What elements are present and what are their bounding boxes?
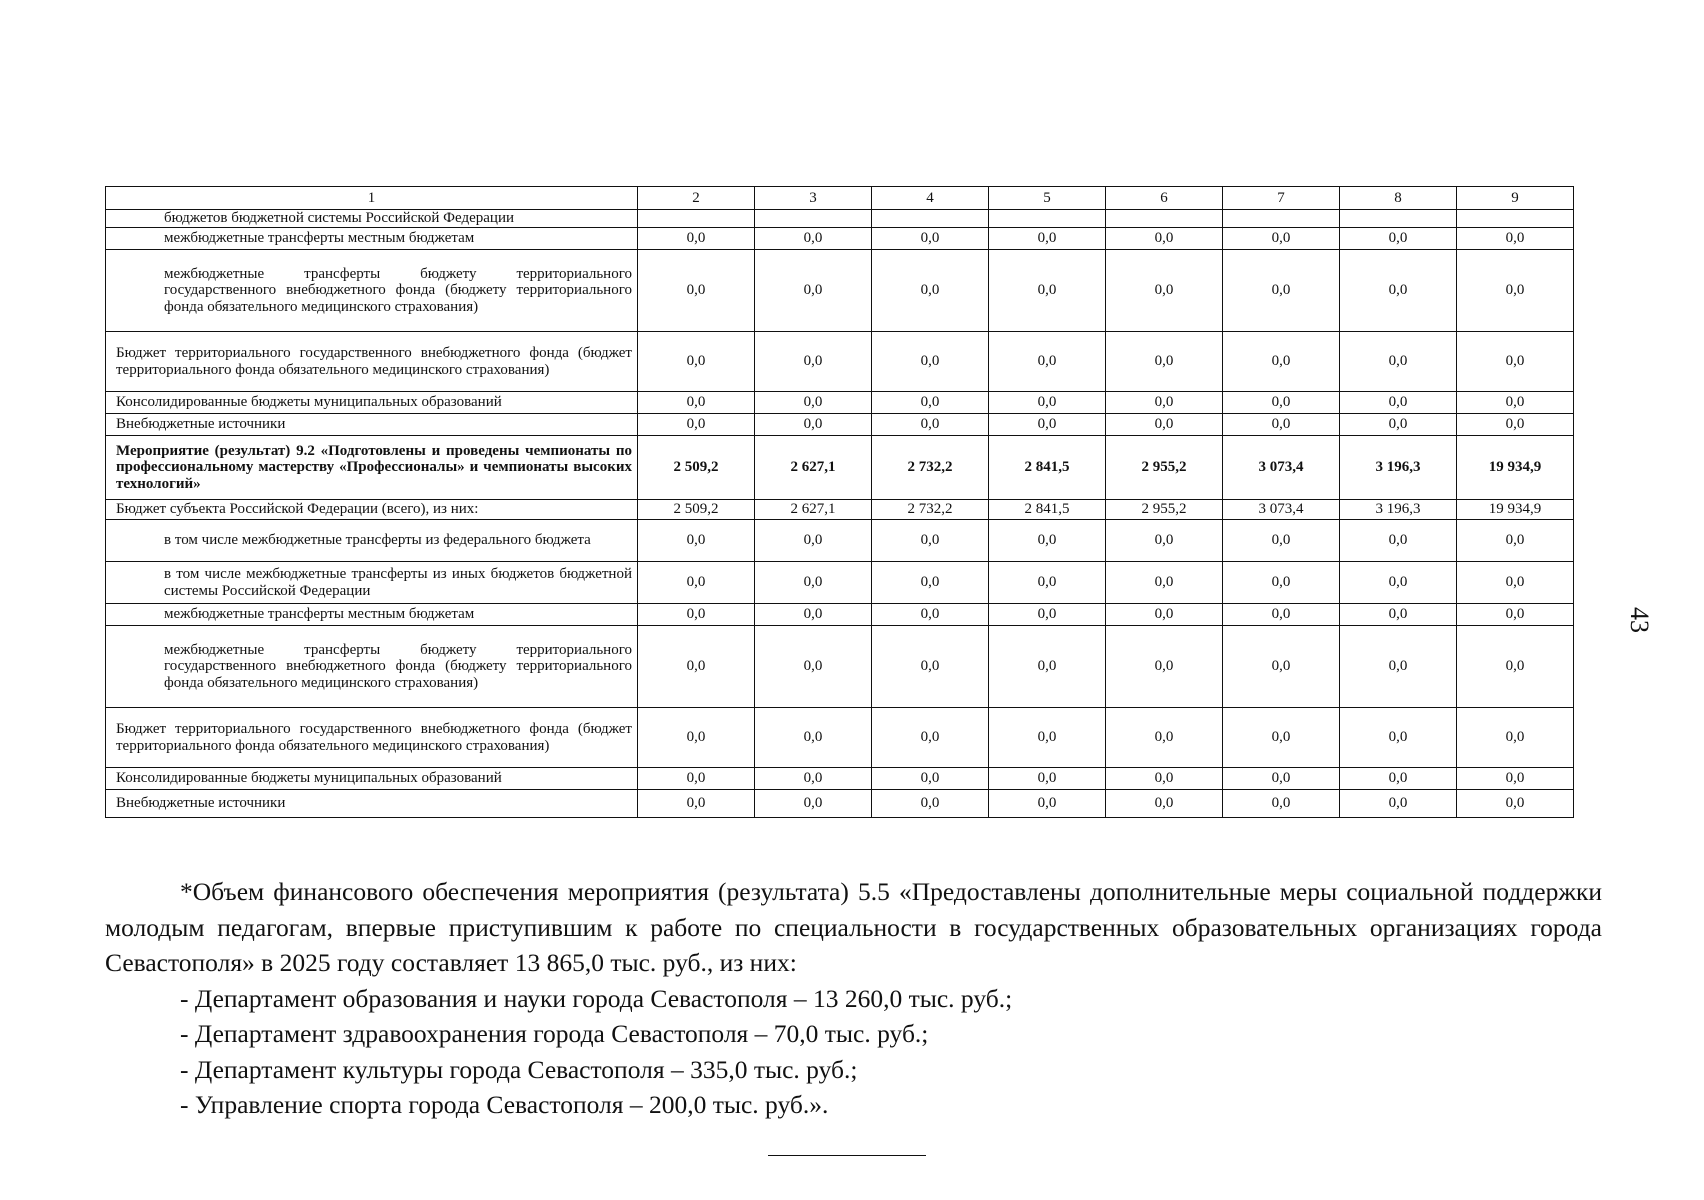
table-cell (755, 210, 872, 228)
table-cell: 0,0 (1106, 790, 1223, 818)
row-label: Консолидированные бюджеты муниципальных образований (106, 768, 638, 790)
table-cell: 0,0 (755, 562, 872, 604)
table-cell: 0,0 (989, 768, 1106, 790)
table-cell: 0,0 (1340, 604, 1457, 626)
table-cell: 3 073,4 (1223, 436, 1340, 500)
table-body (106, 210, 1574, 818)
table-cell: 0,0 (638, 332, 755, 392)
table-cell: 0,0 (1457, 332, 1574, 392)
table-cell: 2 627,1 (755, 500, 872, 520)
table-row (106, 392, 1574, 414)
row-label: межбюджетные трансферты местным бюджетам (106, 604, 638, 626)
table-cell: 2 841,5 (989, 500, 1106, 520)
table-cell: 0,0 (872, 520, 989, 562)
row-label: Бюджет субъекта Российской Федерации (всего), из них: (106, 500, 638, 520)
table-cell: 19 934,9 (1457, 436, 1574, 500)
table-cell: 0,0 (638, 228, 755, 250)
table-row (106, 708, 1574, 768)
table-row (106, 500, 1574, 520)
table-cell: 0,0 (755, 228, 872, 250)
table-cell: 0,0 (989, 626, 1106, 708)
table-cell: 0,0 (1340, 520, 1457, 562)
row-label: Мероприятие (результат) 9.2 «Подготовлены и проведены чемпионаты по профессиональному мастерству «Профессионалы» и чемпионаты высоких технологий» (106, 436, 638, 500)
footnote-item: - Департамент образования и науки города Севастополя – 13 260,0 тыс. руб.; (180, 983, 1013, 1013)
table-cell: 0,0 (638, 626, 755, 708)
table-cell: 0,0 (1457, 562, 1574, 604)
table-cell: 0,0 (755, 768, 872, 790)
table-cell: 0,0 (755, 626, 872, 708)
table-cell: 2 509,2 (638, 436, 755, 500)
table-cell: 0,0 (989, 790, 1106, 818)
row-label: Внебюджетные источники (106, 414, 638, 436)
column-header: 6 (1106, 187, 1223, 210)
table-cell: 0,0 (1457, 604, 1574, 626)
table-cell: 0,0 (1106, 414, 1223, 436)
table-cell: 0,0 (1223, 228, 1340, 250)
table-row (106, 436, 1574, 500)
table-cell: 0,0 (755, 708, 872, 768)
row-label: Внебюджетные источники (106, 790, 638, 818)
table-cell: 0,0 (872, 626, 989, 708)
table-cell: 0,0 (1340, 626, 1457, 708)
table-cell: 0,0 (638, 414, 755, 436)
row-label: в том числе межбюджетные трансферты из иных бюджетов бюджетной системы Российской Федерации (106, 562, 638, 604)
table-cell: 0,0 (638, 562, 755, 604)
table-cell: 0,0 (1457, 708, 1574, 768)
table-cell: 0,0 (1223, 790, 1340, 818)
table-cell: 0,0 (1223, 332, 1340, 392)
table-cell (989, 210, 1106, 228)
table-cell: 0,0 (1457, 250, 1574, 332)
table-cell: 0,0 (1106, 392, 1223, 414)
table-cell: 0,0 (1457, 626, 1574, 708)
table-cell: 0,0 (755, 790, 872, 818)
table-cell: 2 509,2 (638, 500, 755, 520)
table-row (106, 768, 1574, 790)
table-cell: 0,0 (989, 562, 1106, 604)
table-cell: 0,0 (872, 414, 989, 436)
table-cell: 0,0 (755, 414, 872, 436)
budget-table (105, 186, 1574, 818)
table-cell: 0,0 (1457, 414, 1574, 436)
table-cell: 0,0 (638, 790, 755, 818)
row-label: межбюджетные трансферты местным бюджетам (106, 228, 638, 250)
column-header: 1 (106, 187, 638, 210)
row-label: бюджетов бюджетной системы Российской Федерации (106, 210, 638, 228)
table-row (106, 210, 1574, 228)
footnote-paragraph: *Объем финансового обеспечения мероприятия (результата) 5.5 «Предоставлены дополнительные меры социальной поддержки молодым педагогам, впервые приступившим к работе по специальности в государственных образовательных организациях города Севастополя» в 2025 году составляет 13 865,0 тыс. руб., из них: (105, 877, 1602, 977)
table-cell: 0,0 (1340, 414, 1457, 436)
table-cell: 0,0 (1223, 250, 1340, 332)
table-cell: 0,0 (1106, 520, 1223, 562)
table-cell: 2 627,1 (755, 436, 872, 500)
table-cell: 0,0 (872, 790, 989, 818)
table-cell: 2 955,2 (1106, 436, 1223, 500)
table-cell: 0,0 (1223, 768, 1340, 790)
column-header: 5 (989, 187, 1106, 210)
table-cell: 0,0 (1106, 228, 1223, 250)
table-cell: 0,0 (1106, 768, 1223, 790)
table-row (106, 562, 1574, 604)
table-cell: 0,0 (638, 768, 755, 790)
table-cell (1106, 210, 1223, 228)
table-cell: 0,0 (1106, 332, 1223, 392)
table-cell (1457, 210, 1574, 228)
table-cell: 0,0 (638, 604, 755, 626)
row-label: Консолидированные бюджеты муниципальных образований (106, 392, 638, 414)
table-cell: 0,0 (755, 250, 872, 332)
row-label: межбюджетные трансферты бюджету территориального государственного внебюджетного фонда (бюджету территориального фонда обязательного медицинского страхования) (106, 626, 638, 708)
table-cell: 0,0 (989, 392, 1106, 414)
table-cell: 0,0 (989, 520, 1106, 562)
page-number: 43 (1625, 607, 1654, 633)
table-cell: 0,0 (1340, 250, 1457, 332)
table-cell: 0,0 (872, 228, 989, 250)
table-cell: 0,0 (1457, 392, 1574, 414)
table-cell: 0,0 (1223, 562, 1340, 604)
table-row (106, 332, 1574, 392)
table-cell: 2 841,5 (989, 436, 1106, 500)
table-cell: 0,0 (1223, 604, 1340, 626)
table-cell: 0,0 (1223, 392, 1340, 414)
table-cell: 2 732,2 (872, 500, 989, 520)
table-cell: 0,0 (1106, 562, 1223, 604)
footnote (105, 874, 1602, 1123)
table-cell: 0,0 (1457, 790, 1574, 818)
table-row (106, 604, 1574, 626)
table-cell: 0,0 (989, 604, 1106, 626)
table-row (106, 250, 1574, 332)
row-label: межбюджетные трансферты бюджету территориального государственного внебюджетного фонда (бюджету территориального фонда обязательного медицинского страхования) (106, 250, 638, 332)
column-header: 7 (1223, 187, 1340, 210)
table-cell: 0,0 (1223, 708, 1340, 768)
table-cell (1340, 210, 1457, 228)
table-row (106, 790, 1574, 818)
table-cell: 0,0 (755, 520, 872, 562)
table-row (106, 520, 1574, 562)
table-cell: 0,0 (1457, 520, 1574, 562)
table-cell: 3 196,3 (1340, 436, 1457, 500)
table-cell: 0,0 (1340, 768, 1457, 790)
table-row (106, 626, 1574, 708)
table-cell: 0,0 (989, 228, 1106, 250)
table-cell: 2 955,2 (1106, 500, 1223, 520)
table-cell: 0,0 (1340, 562, 1457, 604)
table-cell: 0,0 (1457, 228, 1574, 250)
end-of-document-rule (768, 1155, 926, 1156)
table-cell: 0,0 (1223, 414, 1340, 436)
table-cell: 3 196,3 (1340, 500, 1457, 520)
table-cell: 2 732,2 (872, 436, 989, 500)
table-cell: 0,0 (1457, 768, 1574, 790)
table-cell: 0,0 (989, 332, 1106, 392)
footnote-item: - Управление спорта города Севастополя – 200,0 тыс. руб.». (180, 1090, 829, 1119)
table-cell: 0,0 (872, 250, 989, 332)
table-cell: 0,0 (989, 708, 1106, 768)
table-cell: 0,0 (755, 604, 872, 626)
column-header: 9 (1457, 187, 1574, 210)
table-row (106, 414, 1574, 436)
table-row (106, 228, 1574, 250)
column-header: 8 (1340, 187, 1457, 210)
footnote-item: - Департамент культуры города Севастополя – 335,0 тыс. руб.; (180, 1054, 858, 1084)
table-cell: 0,0 (1106, 604, 1223, 626)
table-cell: 0,0 (1340, 332, 1457, 392)
table-cell: 0,0 (872, 392, 989, 414)
table-cell: 0,0 (872, 768, 989, 790)
table-cell: 0,0 (872, 562, 989, 604)
table-cell: 0,0 (989, 250, 1106, 332)
table-cell: 0,0 (1340, 228, 1457, 250)
row-label: в том числе межбюджетные трансферты из федерального бюджета (106, 520, 638, 562)
table-cell: 0,0 (872, 708, 989, 768)
table-cell: 0,0 (638, 392, 755, 414)
table-cell: 0,0 (755, 392, 872, 414)
table-cell: 0,0 (1106, 250, 1223, 332)
footnote-item: - Департамент здравоохранения города Севастополя – 70,0 тыс. руб.; (180, 1019, 929, 1048)
table-cell: 0,0 (1340, 790, 1457, 818)
table-cell: 0,0 (989, 414, 1106, 436)
table-cell: 0,0 (1223, 626, 1340, 708)
column-header: 3 (755, 187, 872, 210)
row-label: Бюджет территориального государственного внебюджетного фонда (бюджет территориального фонда обязательного медицинского страхования) (106, 708, 638, 768)
table-cell: 0,0 (872, 604, 989, 626)
table-cell: 0,0 (1340, 392, 1457, 414)
table-cell: 0,0 (872, 332, 989, 392)
table-cell (872, 210, 989, 228)
table-cell: 0,0 (638, 250, 755, 332)
column-header: 2 (638, 187, 755, 210)
table-cell: 19 934,9 (1457, 500, 1574, 520)
table-cell: 0,0 (755, 332, 872, 392)
table-cell: 3 073,4 (1223, 500, 1340, 520)
table-cell: 0,0 (1106, 626, 1223, 708)
table-cell: 0,0 (638, 520, 755, 562)
table-cell: 0,0 (1340, 708, 1457, 768)
column-header: 4 (872, 187, 989, 210)
table-cell: 0,0 (1223, 520, 1340, 562)
table-header-row (106, 187, 1574, 210)
table-cell (1223, 210, 1340, 228)
table-cell: 0,0 (638, 708, 755, 768)
row-label: Бюджет территориального государственного внебюджетного фонда (бюджет территориального фонда обязательного медицинского страхования) (106, 332, 638, 392)
table-cell (638, 210, 755, 228)
table-cell: 0,0 (1106, 708, 1223, 768)
